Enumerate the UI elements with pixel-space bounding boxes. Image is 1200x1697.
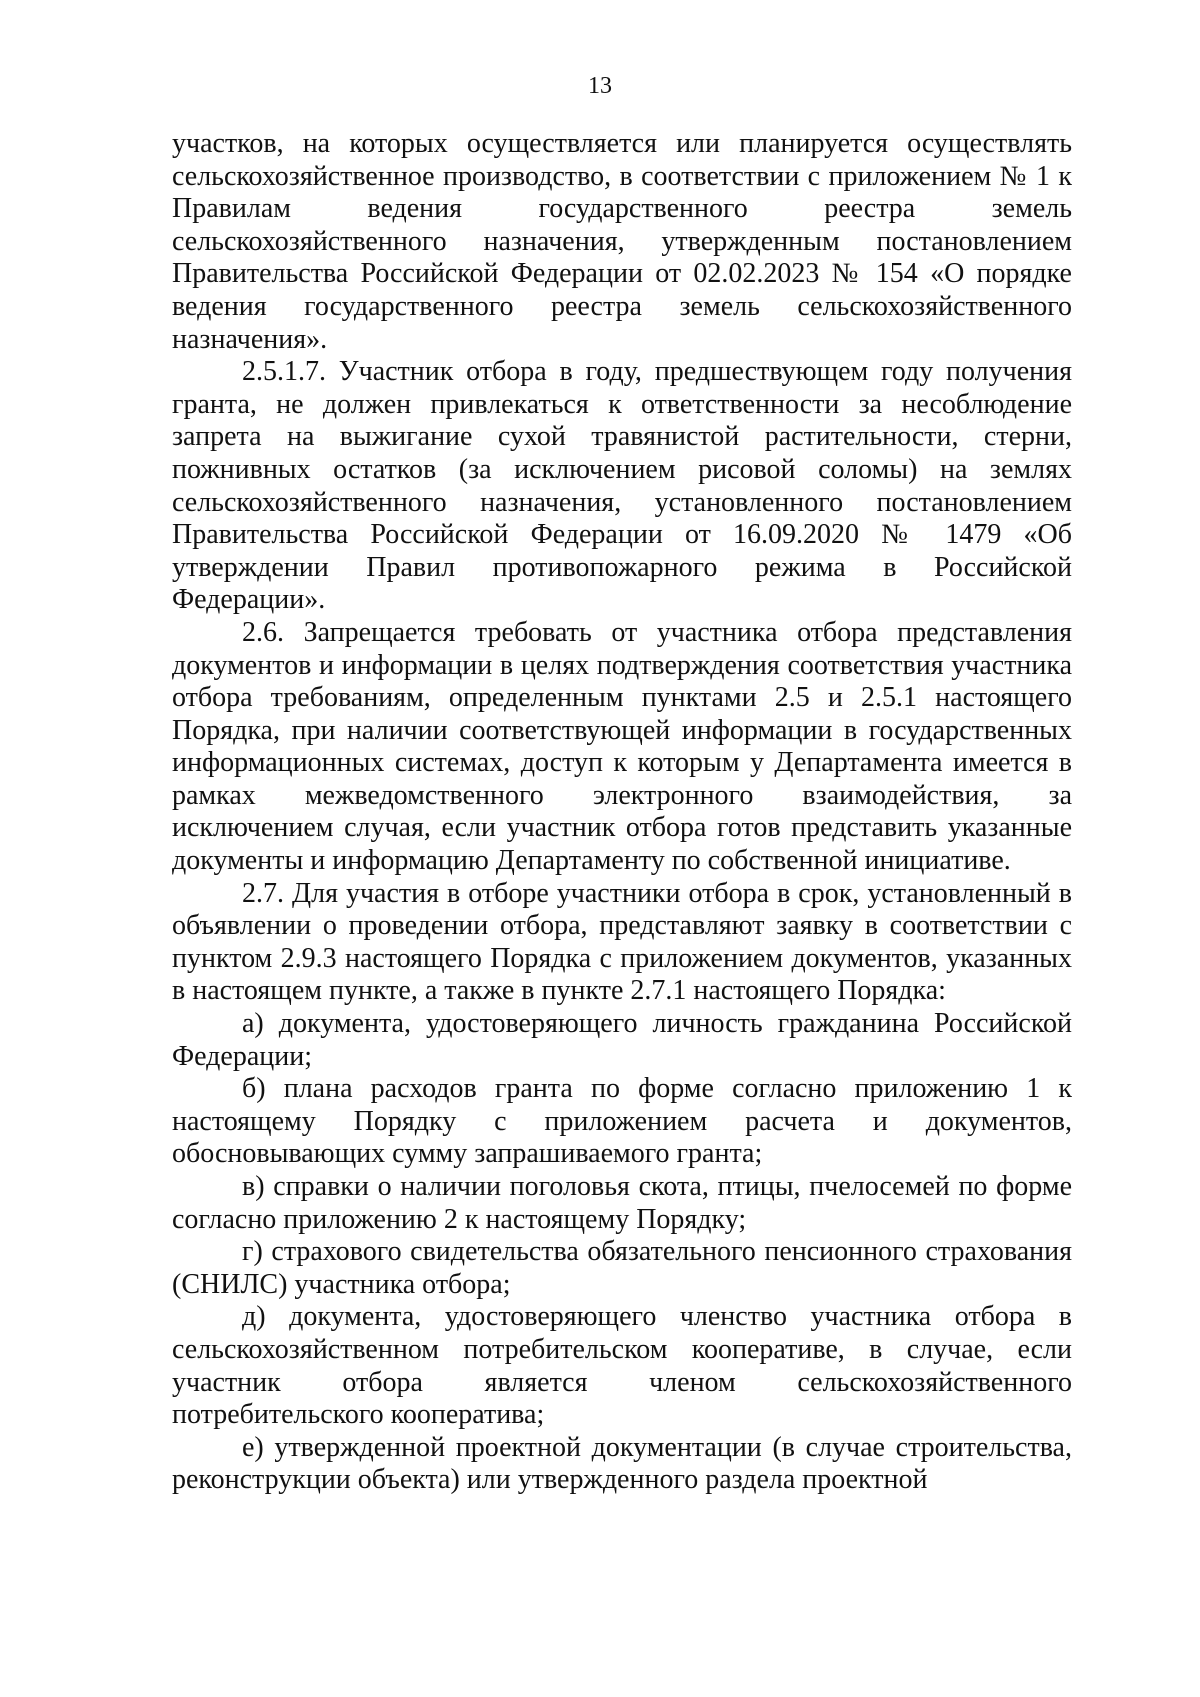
paragraph-2-6: 2.6. Запрещается требовать от участника отбора представления документов и информации в целях подтверждения соответствия участника отбора требованиям, определенным пунктами 2.5 и 2.5.1 настоящего Порядка, при наличии соответствующей информации в государственных информационных системах, доступ к которым у Департамента имеется в рамках межведомственного электронного взаимодействия, за исключением случая, если участник отбора готов представить указанные документы и информацию Департаменту по собственной инициативе. bbox=[172, 616, 1072, 877]
list-item-a: а) документа, удостоверяющего личность гражданина Российской Федерации; bbox=[172, 1008, 1072, 1072]
list-item-g: г) страхового свидетельства обязательного пенсионного страхования (СНИЛС) участника отбора; bbox=[172, 1236, 1072, 1300]
page-number: 13 bbox=[588, 73, 612, 99]
paragraph-continuation: участков, на которых осуществляется или планируется осуществлять сельскохозяйственное производство, в соответствии с приложением № 1 к Правилам ведения государственного реестра земель сельскохозяйственного назначения, утвержденным постановлением Правительства Российской Федерации от 02.02.2023 № 154 «О порядке ведения государственного реестра земель сельскохозяйственного назначения». bbox=[172, 128, 1072, 355]
list-item-e: е) утвержденной проектной документации (в случае строительства, реконструкции объекта) или утвержденного раздела проектной bbox=[172, 1431, 1072, 1496]
list-item-d: д) документа, удостоверяющего членство участника отбора в сельскохозяйственном потребительском кооперативе, в случае, если участник отбора является членом сельскохозяйственного потребительского кооператива; bbox=[172, 1301, 1072, 1431]
list-item-b: б) плана расходов гранта по форме согласно приложению 1 к настоящему Порядку с приложением расчета и документов, обосновывающих сумму запрашиваемого гранта; bbox=[172, 1073, 1072, 1170]
paragraph-2-5-1-7: 2.5.1.7. Участник отбора в году, предшествующем году получения гранта, не должен привлекаться к ответственности за несоблюдение запрета на выжигание сухой травянистой растительности, стерни, пожнивных остатков (за исключением рисовой соломы) на землях сельскохозяйственного назначения, установленного постановлением Правительства Российской Федерации от 16.09.2020 № 1479 «Об утверждении Правил противопожарного режима в Российской Федерации». bbox=[172, 356, 1072, 616]
paragraph-2-7: 2.7. Для участия в отборе участники отбора в срок, установленный в объявлении о проведении отбора, представляют заявку в соответствии с пунктом 2.9.3 настоящего Порядка с приложением документов, указанных в настоящем пункте, а также в пункте 2.7.1 настоящего Порядка: bbox=[172, 877, 1072, 1007]
document-body bbox=[172, 128, 1072, 1497]
list-item-v: в) справки о наличии поголовья скота, птицы, пчелосемей по форме согласно приложению 2 к настоящему Порядку; bbox=[172, 1171, 1072, 1235]
